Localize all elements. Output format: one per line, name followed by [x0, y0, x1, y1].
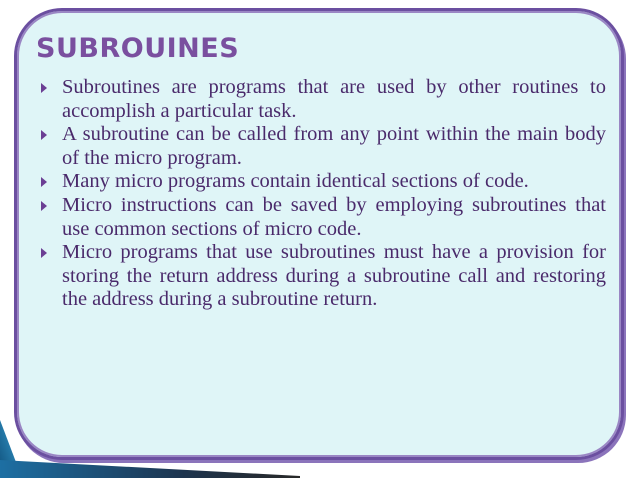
bullet-text: Micro instructions can be saved by employing subroutines that use common sections of micro code. [62, 193, 606, 240]
bullet-text: A subroutine can be called from any point within the main body of the micro program. [62, 123, 606, 169]
bullet-item [40, 76, 606, 123]
bullet-triangle-icon [41, 130, 47, 140]
bullet-triangle-icon [41, 248, 47, 258]
bullet-item [40, 170, 606, 194]
slide-title: SUBROUINES [36, 33, 240, 64]
bullet-triangle-icon [41, 201, 47, 211]
bullet-text: Many micro programs contain identical sections of code. [62, 170, 529, 193]
bullet-triangle-icon [41, 177, 47, 187]
bullet-item [40, 241, 606, 312]
bullet-text: Subroutines are programs that are used by other routines to accomplish a particular task. [62, 76, 606, 122]
bullet-item [40, 123, 606, 170]
bullet-item [40, 194, 606, 241]
bullet-list [40, 76, 606, 312]
bullet-triangle-icon [41, 83, 47, 93]
bullet-text: Micro programs that use subroutines must have a provision for storing the return address during a subroutine call and restoring the address during a subroutine return. [62, 241, 606, 311]
